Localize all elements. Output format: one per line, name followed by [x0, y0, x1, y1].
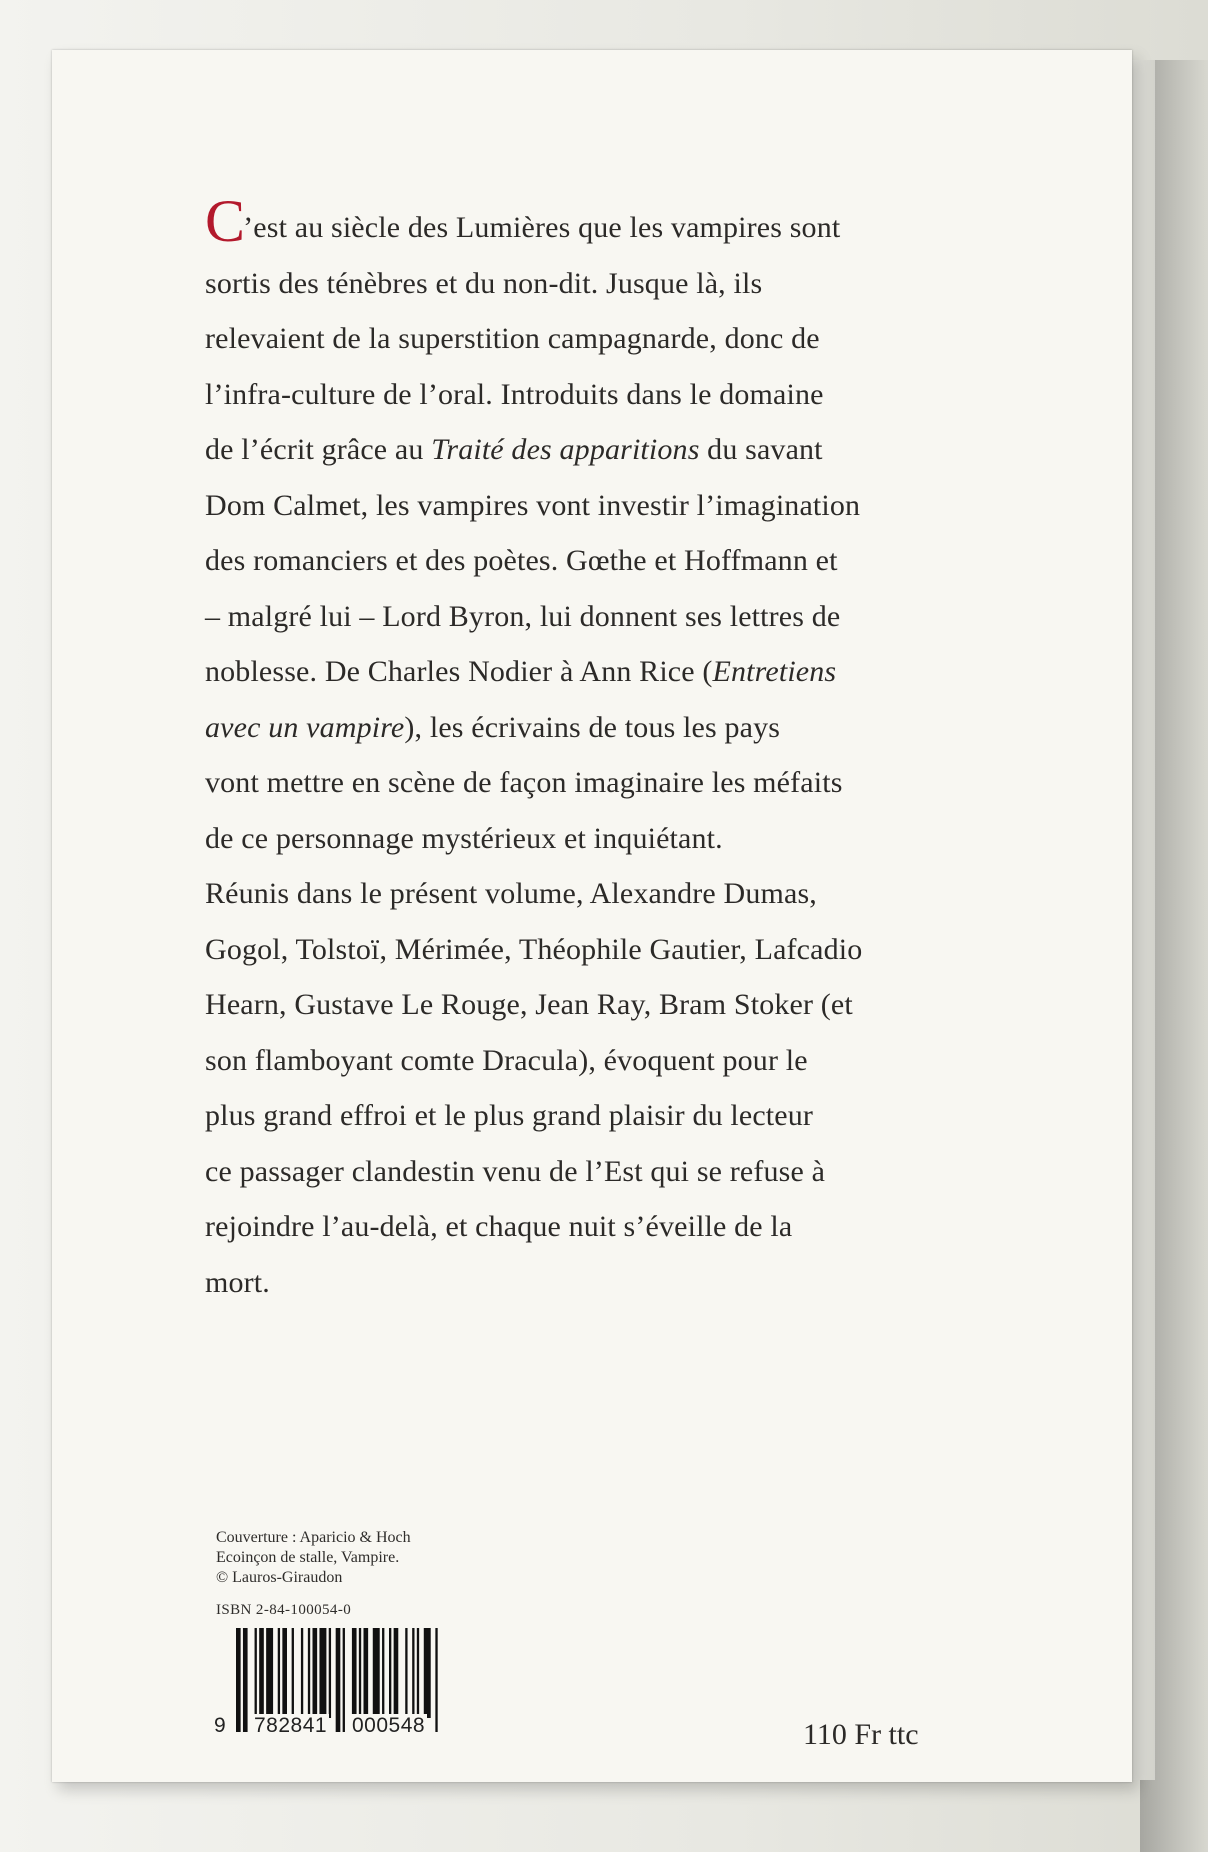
barcode-bar [405, 1628, 407, 1718]
barcode-digit-group-2: 000548 [352, 1714, 426, 1737]
price-label: 110 Fr ttc [803, 1718, 919, 1751]
image-credit: Ecoinçon de stalle, Vampire. [216, 1549, 400, 1566]
copyright-credit: © Lauros-Giraudon [216, 1569, 343, 1586]
barcode-bar [389, 1628, 391, 1718]
barcode-bar [343, 1628, 345, 1732]
drop-cap: C [205, 188, 246, 254]
barcode-bar [329, 1628, 331, 1718]
blurb-line: plus grand effroi et le plus grand plaisir du lecteur [205, 1099, 814, 1132]
back-cover-blurb [205, 188, 1005, 1310]
barcode-bar [424, 1628, 431, 1718]
book-title-italic: Entretiens [712, 655, 837, 688]
book-title-italic: avec un vampire [205, 710, 405, 744]
cover-credits [216, 1528, 411, 1588]
cover-credit: Couverture : Aparicio & Hoch [216, 1529, 411, 1546]
barcode-bar [382, 1628, 384, 1718]
blurb-line: Réunis dans le présent volume, Alexandre Dumas, [205, 877, 817, 910]
barcode-bar [243, 1628, 248, 1732]
blurb-line: C’est au siècle des Lumières que les vampires sont [205, 188, 841, 254]
barcode-bar [336, 1628, 341, 1732]
blurb-line: sortis des ténèbres et du non-dit. Jusque là, ils [205, 266, 763, 300]
barcode-bar [259, 1628, 264, 1718]
barcode-lead-digit: 9 [214, 1714, 226, 1737]
barcode-bar [313, 1628, 318, 1718]
barcode-bar [394, 1628, 399, 1718]
blurb-line: Gogol, Tolstoï, Mérimée, Théophile Gautier, Lafcadio [205, 932, 863, 966]
barcode-bar [278, 1628, 280, 1718]
isbn-number: ISBN 2-84-100054-0 [216, 1602, 352, 1618]
barcode-bar [417, 1628, 419, 1718]
blurb-line: ce passager clandestin venu de l’Est qui se refuse à [205, 1154, 826, 1188]
blurb-line: son flamboyant comte Dracula), évoquent pour le [205, 1043, 808, 1077]
blurb-line: rejoindre l’au-delà, et chaque nuit s’éveille de la [205, 1210, 793, 1243]
blurb-line: l’infra-culture de l’oral. Introduits dans le domaine [205, 377, 824, 411]
blurb-line: relevaient de la superstition campagnarde, donc de [205, 322, 820, 355]
blurb-line: – malgré lui – Lord Byron, lui donnent ses lettres de [205, 599, 841, 633]
barcode-bar [364, 1628, 369, 1718]
blurb-line: noblesse. De Charles Nodier à Ann Rice (Entretiens [205, 655, 837, 688]
barcode-digit-group-1: 782841 [254, 1714, 328, 1737]
barcode-bar [319, 1628, 326, 1718]
barcode-bar [266, 1628, 273, 1718]
barcode-bar [373, 1628, 380, 1718]
blurb-line: des romanciers et des poètes. Gœthe et Hoffmann et [205, 544, 838, 577]
barcode-bar [412, 1628, 414, 1718]
barcode-bar [308, 1628, 310, 1718]
blurb-line: Dom Calmet, les vampires vont investir l’imagination [205, 488, 861, 522]
blurb-line: de l’écrit grâce au Traité des apparitions du savant [205, 433, 823, 466]
barcode-bar [292, 1628, 294, 1718]
barcode-bar [352, 1628, 357, 1718]
barcode-bar [282, 1628, 287, 1718]
blurb-line: de ce personnage mystérieux et inquiétant. [205, 821, 723, 855]
blurb-line: Hearn, Gustave Le Rouge, Jean Ray, Bram Stoker (et [205, 988, 853, 1021]
blurb-line: avec un vampire), les écrivains de tous les pays [205, 710, 781, 744]
barcode-bar [359, 1628, 361, 1718]
blurb-line: vont mettre en scène de façon imaginaire les méfaits [205, 766, 843, 799]
book-title-italic: Traité des apparitions [431, 433, 700, 466]
barcode-bar [301, 1628, 303, 1718]
blurb-line: mort. [205, 1265, 270, 1299]
barcode-bar [255, 1628, 257, 1718]
barcode-bar [435, 1628, 437, 1732]
barcode-bar [236, 1628, 241, 1732]
